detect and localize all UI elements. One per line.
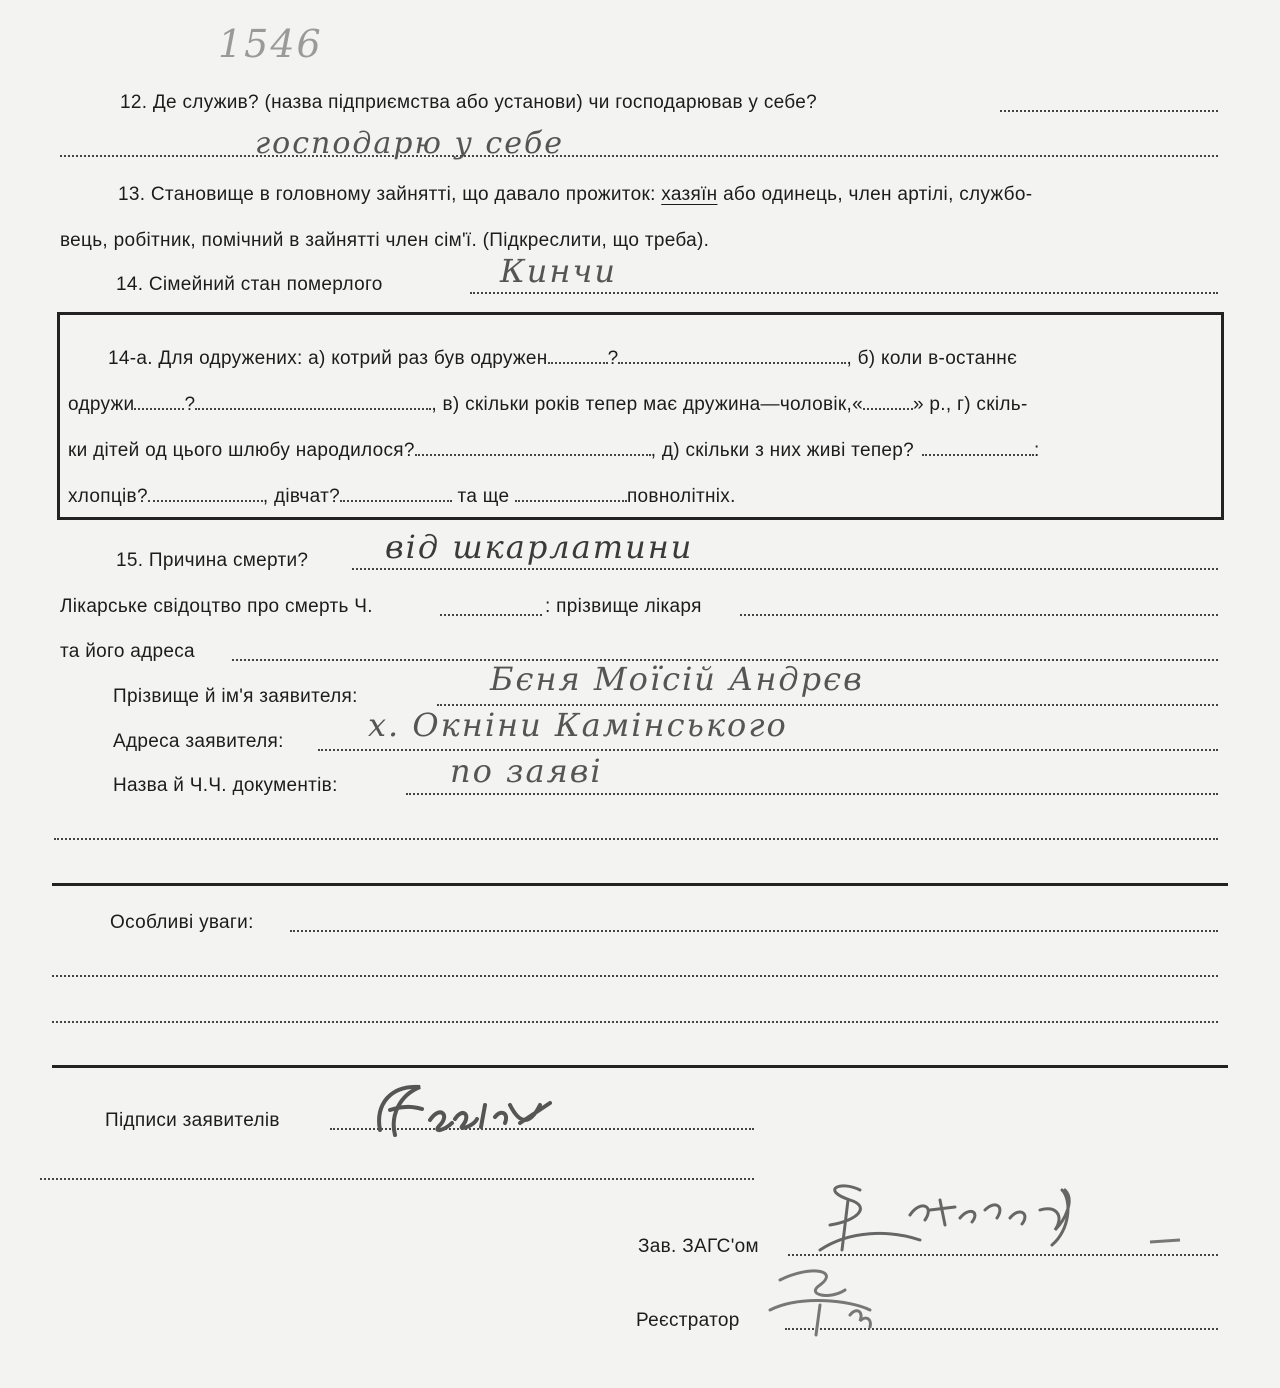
q14a-line-2 (68, 394, 1028, 416)
q14a-children-born-label: ки дітей од цього шлюбу народилося? (68, 440, 415, 461)
q12-answer: господарю у себе (255, 126, 565, 161)
doctor-label: : прізвище лікаря (545, 596, 702, 617)
q14a-children-alive-label: , д) скільки з них живі тепер? (650, 440, 915, 461)
q14a-q-mark-1: ? (607, 348, 619, 369)
q14a-spouse-age-label: , в) скільки років тепер має дружина—чоловік (431, 394, 847, 415)
registrar-label: Реєстратор (636, 1310, 740, 1331)
applicant-address-line (318, 749, 1218, 751)
archive-number: 1546 (218, 22, 323, 66)
applicants-signature-line-2 (40, 1178, 754, 1180)
q14a-colon: : (1034, 440, 1040, 461)
q15-answer: від шкарлатини (385, 528, 694, 566)
q13-line-2: вець, робітник, помічний в зайнятті член сім'ї. (Підкреслити, що треба). (60, 230, 710, 251)
q14a-also-label: та ще (457, 486, 510, 507)
q15-answer-line (352, 568, 1218, 570)
documents-value: по заяві (450, 752, 603, 790)
q14a-boys-label: хлопців? (68, 486, 148, 507)
remarks-line-2 (52, 975, 1218, 977)
remarks-line-3 (52, 1021, 1218, 1023)
zags-head-label: Зав. ЗАГС'ом (638, 1236, 759, 1257)
q14-answer: Кинчи (500, 252, 617, 290)
documents-label: Назва й Ч.Ч. документів: (113, 775, 338, 796)
q13-line-1 (118, 184, 1032, 206)
q13-underlined-option: хазяїн (661, 184, 718, 205)
q15-label: 15. Причина смерти? (116, 550, 309, 571)
registrar-signature (750, 1250, 910, 1340)
q12-label: 12. Де служив? (назва підприємства або установи) чи господарював у себе? (120, 92, 817, 113)
documents-extra-line (54, 838, 1218, 840)
doctor-address-label: та його адреса (60, 641, 195, 662)
q14a-girls-label: , дівчат? (262, 486, 340, 507)
applicant-name-label: Прізвище й ім'я заявителя: (113, 686, 358, 707)
q14a-quote-open: ,« (846, 394, 863, 415)
q14a-q-mark-2: ? (184, 394, 196, 415)
section-divider-2 (52, 1065, 1228, 1068)
q14a-line-3 (68, 440, 1040, 462)
q14a-line-4 (68, 486, 736, 508)
remarks-label: Особливі уваги: (110, 912, 254, 933)
q12-answer-line-2 (60, 155, 1218, 157)
applicant-address-label: Адреса заявителя: (113, 731, 284, 752)
applicants-signature-label: Підписи заявителів (105, 1110, 280, 1131)
q14a-children-count-label: » р., г) скіль- (912, 394, 1028, 415)
q14a-adults-label: повнолітніх. (626, 486, 736, 507)
zags-head-signature (800, 1170, 1120, 1260)
q14a-last-married-label: , б) коли в-останнє (846, 348, 1018, 369)
q14-label: 14. Сімейний стан померлого (116, 274, 383, 295)
q12-answer-line-1 (1000, 110, 1218, 112)
q14a-line-1 (108, 348, 1017, 370)
applicant-signature (360, 1075, 590, 1145)
certificate-number-line (440, 614, 542, 616)
q14a-married-label: одружи (68, 394, 135, 415)
applicant-address-value: х. Окніни Камінського (368, 706, 788, 744)
q13-prefix: 13. Становище в головному зайнятті, що давало прожиток: (118, 184, 656, 205)
section-divider-1 (52, 883, 1228, 886)
documents-line (406, 793, 1218, 795)
q14a-marriage-count-label: 14-а. Для одружених: а) котрий раз був одружен (108, 348, 548, 369)
q14-answer-line (470, 292, 1218, 294)
applicant-name-value: Бєня Моїсій Андрєв (490, 660, 864, 698)
remarks-line-1 (290, 930, 1218, 932)
doctor-name-line (740, 614, 1218, 616)
certificate-label: Лікарське свідоцтво про смерть Ч. (60, 596, 373, 617)
q13-suffix: або одинець, член артілі, службо- (723, 184, 1033, 205)
